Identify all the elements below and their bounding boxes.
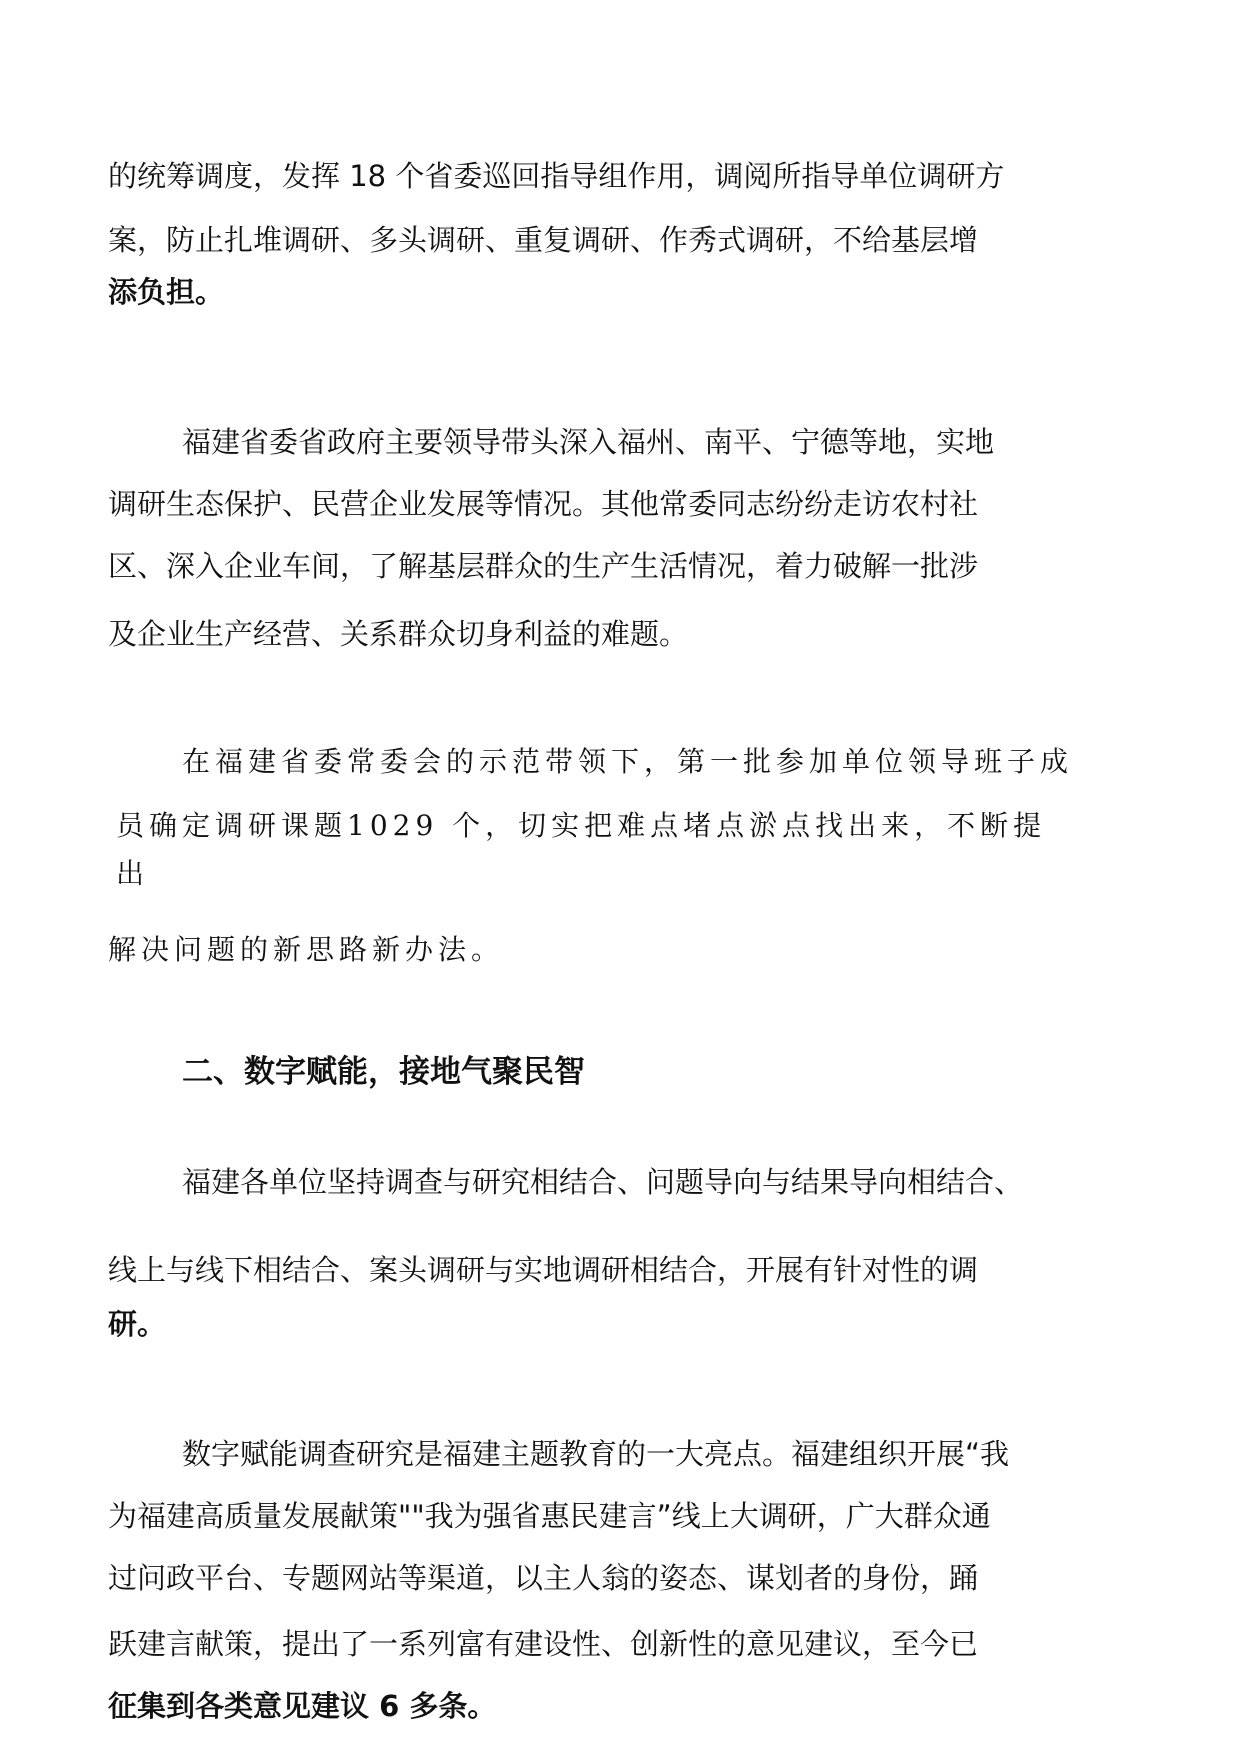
text-line: 案，防止扎堆调研、多头调研、重复调研、作秀式调研，不给基层增 [108, 223, 979, 257]
text-line: 为福建高质量发展献策""我为强省惠民建言”线上大调研，广大群众通 [108, 1499, 991, 1533]
text-line: 员确定调研课题1029 个，切实把难点堵点淤点找出来，不断提 [116, 809, 1047, 842]
text-line: 过问政平台、专题网站等渠道，以主人翁的姿态、谋划者的身份，踊 [108, 1561, 979, 1595]
text-line: 跃建言献策，提出了一系列富有建设性、创新性的意见建议，至今已 [108, 1627, 979, 1661]
text-line: 征集到各类意见建议 6 多条。 [108, 1689, 497, 1723]
text-line: 福建各单位坚持调查与研究相结合、问题导向与结果导向相结合、 [182, 1165, 1024, 1199]
text-line: 数字赋能调查研究是福建主题教育的一大亮点。福建组织开展“我 [182, 1437, 1010, 1471]
text-line: 区、深入企业车间，了解基层群众的生产生活情况，着力破解一批涉 [108, 549, 979, 583]
text-line: 福建省委省政府主要领导带头深入福州、南平、宁德等地，实地 [182, 425, 995, 459]
text-line: 出 [116, 857, 150, 890]
section-heading: 二、数字赋能，接地气聚民智 [182, 1054, 585, 1090]
text-line: 调研生态保护、民营企业发展等情况。其他常委同志纷纷走访农村社 [108, 487, 979, 521]
text-line: 线上与线下相结合、案头调研与实地调研相结合，开展有针对性的调 [108, 1253, 979, 1287]
text-line: 及企业生产经营、关系群众切身利益的难题。 [108, 617, 689, 651]
text-line: 解决问题的新思路新办法。 [108, 933, 505, 966]
text-line: 研。 [108, 1307, 167, 1341]
text-line: 的统筹调度，发挥 18 个省委巡回指导组作用，调阅所指导单位调研方 [108, 159, 1005, 193]
text-line: 添负担。 [108, 275, 225, 309]
text-line: 在福建省委常委会的示范带领下，第一批参加单位领导班子成 [182, 745, 1074, 778]
